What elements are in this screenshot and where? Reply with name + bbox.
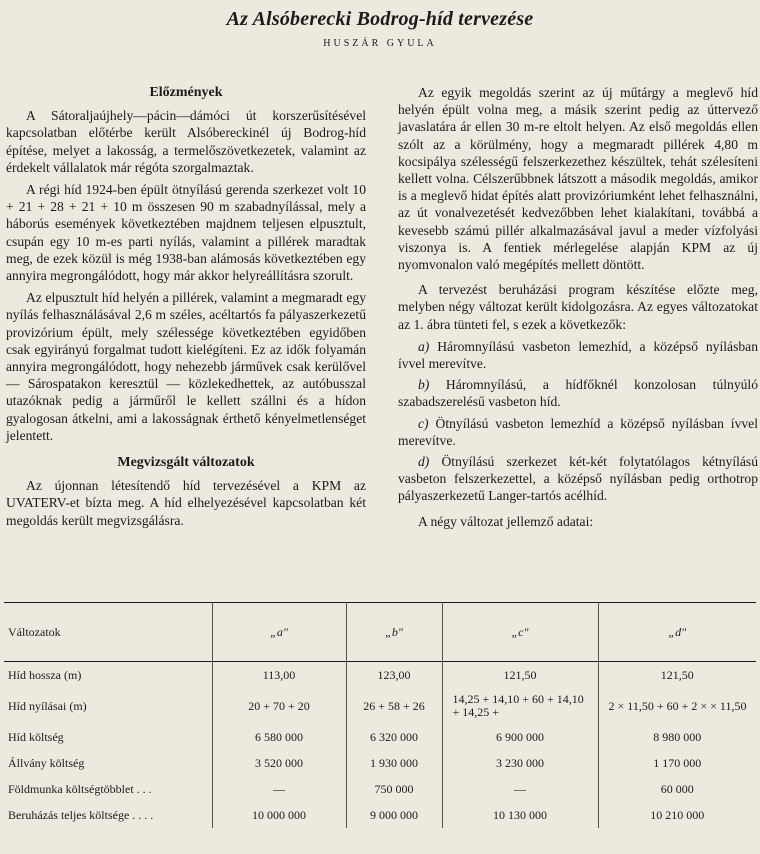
variant-label: a) [418,338,430,354]
table-cell: 26 + 58 + 26 [346,688,442,724]
table-cell: 1 170 000 [653,755,702,770]
table-cell: 750 000 [346,776,442,802]
row-label: Híd költség [4,724,212,750]
section-heading-elozmenyek: Előzmények [149,85,223,100]
column-header-d: „d" [668,624,687,639]
table-cell: 9 000 000 [346,802,442,828]
table-cell: 2 × 11,50 + 60 + 2 × × 11,50 [608,698,747,713]
table-cell: 14,25 + 14,10 + 60 + 14,10 + 14,25 + [442,688,598,724]
variant-text: Háromnyílású vasbeton lemezhíd, a középső nyílásban ívvel merevítve. [398,338,758,372]
table-cell: — [212,776,346,802]
variant-item-a [398,338,758,372]
variant-label: b) [418,377,430,393]
table-cell: — [442,776,598,802]
table-row [4,750,756,776]
table-cell: 123,00 [346,662,442,689]
row-label: Híd hossza (m) [4,662,212,689]
table-row [4,802,756,828]
variant-text: Ötnyílású szerkezet két-két folytatólagos kétnyílású vasbeton felszerkezettel, a középső nyílásban pedig orthotrop pályaszerkezetű Langer-tartós acélhíd. [398,454,758,504]
table-cell: 20 + 70 + 20 [212,688,346,724]
variant-label: d) [418,454,430,470]
column-header-b: „b" [346,603,442,662]
column-header-c: „c" [442,603,598,662]
table-cell: 6 580 000 [212,724,346,750]
paragraph: Az egyik megoldás szerint az új műtárgy a meglevő híd helyén épült volna meg, a másik szerint pedig az úttervező javaslatára ár ellen 30 m-re eltolt helyen. Az első megoldás ellen szólt az a körülmény, hogy a megmaradt pillérek 4,80 m kocsipálya szélességű felszerkezethez készültek, tehát szélesíteni kellett volna. Célszerűbbnek látszott a második megoldás, amikor is a meglevő hidat építés alatt provizóriumként lehet felhasználni, az út vonalvezetését kedvezőbben lehet kialakítani, továbbá a kevesebb számú pillér alkalmazásával javul a meder vízfolyási viszonya is. A fentiek mérlegelése alapján KPM az új nyomvonalon való megépítés mellett döntött. [398,85,758,273]
variant-item-d [398,453,758,505]
table-cell: 3 520 000 [212,750,346,776]
paragraph: A négy változat jellemző adatai: [418,513,594,529]
right-column [398,84,758,535]
row-label: Állvány költség [4,750,212,776]
paragraph: Az elpusztult híd helyén a pillérek, valamint a megmaradt egy nyílás felhasználásával 2,6 m széles, acéltartós fa pályaszerkezetű provizórium épült, mely szélessége következtében egyidőben csak egyirányú forgalmat tudott kielégíteni. Ez az idők folyamán annyira megrongálódott, hogy nehezebb járművek csak kerülővel — Sárospatakon keresztül — közlekedhettek, az autóbusszal utazóknak pedig a járműről le kellett szállni és a hídon gyalogosan átkelni, ami a lakosságnak érthető kényelmetlenséget jelentett. [6,290,366,443]
row-label: Híd nyílásai (m) [4,688,212,724]
variant-text: Háromnyílású, a hídfőknél konzolosan túlnyúló szabadszerelésű vasbeton híd. [398,377,758,410]
author-name: HUSZÁR GYULA [323,38,437,49]
row-label: Földmunka költségtöbblet . . . [4,776,212,802]
table-cell: 121,50 [660,667,694,682]
paragraph: A Sátoraljaújhely—pácin—dámóci út korszerűsítésével kapcsolatban előtérbe került Alsóbereckinél új Bodrog-híd építése, melyet a lakosság, a termelőszövetkezetek, valamint az érdekelt vállalatok már régóta szorgalmaztak. [6,108,366,175]
variants-data-table [4,602,756,828]
table-cell: 8 980 000 [653,729,702,744]
table-row [4,776,756,802]
row-label: Beruházás teljes költsége . . . . [4,802,212,828]
left-column [6,84,366,534]
table-cell: 10 000 000 [212,802,346,828]
variant-label: c) [418,415,429,431]
article-title: Az Alsóberecki Bodrog-híd tervezése [226,8,534,30]
table-cell: 6 320 000 [346,724,442,750]
paragraph: A tervezést beruházási program készítése előzte meg, melyben négy változat került kidolgozásra. Az egyes változatokat az 1. ábra tünteti fel, s ezek a következők: [398,282,758,332]
variant-item-b [398,376,758,410]
table-cell: 10 130 000 [442,802,598,828]
table-cell: 113,00 [212,662,346,689]
table-row [4,688,756,724]
table-cell: 6 900 000 [442,724,598,750]
column-header-a: „a" [212,603,346,662]
table-cell: 3 230 000 [442,750,598,776]
variant-text: Ötnyílású vasbeton lemezhíd a középső nyílásban ívvel merevítve. [398,415,758,448]
table-cell: 121,50 [442,662,598,689]
table-header-row [4,603,756,662]
table-cell: 10 210 000 [650,807,705,822]
table-row [4,662,756,689]
paragraph: Az újonnan létesítendő híd tervezésével a KPM az UVATERV-et bízta meg. A híd elhelyezésével kapcsolatban két megoldás került megvizsgálásra. [6,478,366,528]
table-row [4,724,756,750]
paragraph: A régi híd 1924-ben épült ötnyílású gerenda szerkezet volt 10 + 21 + 28 + 21 + 10 m összesen 90 m szabadnyílással, mely a háborús események következtében majdnem teljesen elpusztult, csupán egy 10 m-es parti nyílás, valamint a pillérek maradtak meg, de ezek közül is még 1938-ban alámosás következtében egy annyira megrongálódott, hogy már akkor helyreállításra szorult. [6,182,366,284]
column-header-valtozatok: Változatok [4,603,212,662]
section-heading-valtozatok: Megvizsgált változatok [117,455,255,471]
table-cell: 60 000 [660,781,694,796]
variant-item-c [398,415,758,449]
table-cell: 1 930 000 [346,750,442,776]
